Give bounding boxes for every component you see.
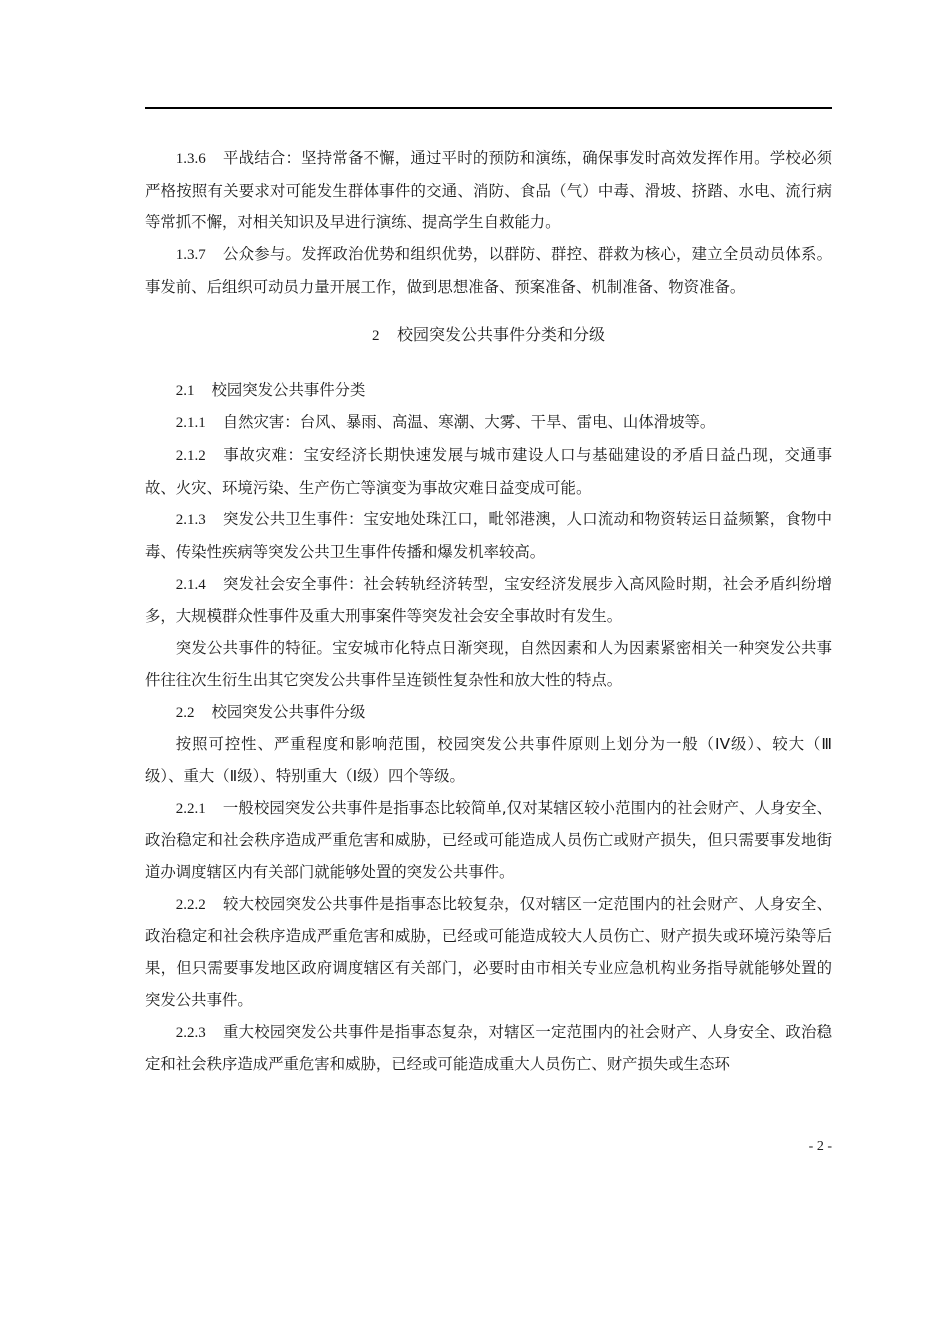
paragraph-text: 较大校园突发公共事件是指事态比较复杂，仅对辖区一定范围内的社会财产、人身安全、政治稳定和社会秩序造成严重危害和威胁，已经或可能造成较大人员伤亡、财产损失或环境污染等后果，但只需要事发地区政府调度辖区有关部门，必要时由市相关专业应急机构业务指导就能够处置的突发公共事件。 [145, 894, 832, 1009]
section-number: 2.1.4 [175, 576, 206, 593]
section-number: 2.1.1 [175, 415, 206, 432]
paragraph-text: 平战结合：坚持常备不懈，通过平时的预防和演练，确保事发时高效发挥作用。学校必须严格按照有关要求对可能发生群体事件的交通、消防、食品（气）中毒、滑坡、挤踏、水电、流行病等常抓不懈，对相关知识及早进行演练、提高学生自救能力。 [145, 149, 832, 232]
paragraph-features [145, 633, 832, 696]
paragraph-text: 一般校园突发公共事件是指事态比较简单,仅对某辖区较小范围内的社会财产、人身安全、政治稳定和社会秩序造成严重危害和威胁，已经或可能造成人员伤亡或财产损失，但只需要事发地街道办调度辖区内有关部门就能够处置的突发公共事件。 [145, 798, 832, 882]
paragraph-text: 突发公共事件的特征。宝安城市化特点日渐突现，自然因素和人为因素紧密相关一种突发公共事件往往次生衍生出其它突发公共事件呈连锁性复杂性和放大性的特点。 [145, 639, 832, 689]
section-number: 2.2.1 [175, 800, 206, 817]
paragraph-2-2 [145, 697, 832, 730]
page-number: - 2 - [808, 1139, 832, 1154]
paragraph-text: 自然灾害：台风、暴雨、高温、寒潮、大雾、干旱、雷电、山体滑坡等。 [222, 413, 716, 432]
section-number: 1.3.7 [175, 247, 206, 264]
section-number: 2.1.3 [175, 512, 206, 529]
document-body [145, 143, 832, 1081]
paragraph-text: 公众参与。发挥政治优势和组织优势，以群防、群控、群救为核心，建立全员动员体系。事发前、后组织可动员力量开展工作，做到思想准备、预案准备、机制准备、物资准备。 [145, 245, 832, 296]
paragraph-text: 按照可控性、严重程度和影响范围，校园突发公共事件原则上划分为一般（IV级）、较大（Ⅲ级）、重大（Ⅱ级）、特别重大（Ⅰ级）四个等级。 [145, 735, 832, 785]
section-number: 2.1 [175, 382, 195, 399]
paragraph-text: 事故灾难：宝安经济长期快速发展与城市建设人口与基础建设的矛盾日益凸现，交通事故、火灾、环境污染、生产伤亡等演变为事故灾难日益变成可能。 [145, 445, 832, 497]
section-number: 2.2 [175, 704, 195, 721]
section-number: 2.2.2 [175, 896, 206, 913]
paragraph-2-1-4 [145, 569, 832, 633]
section-number: 1.3.6 [175, 151, 206, 167]
heading-text: 校园突发公共事件分类和分级 [397, 324, 606, 344]
section-number: 2 [371, 327, 380, 344]
paragraph-1-3-6 [145, 143, 832, 239]
paragraph-text: 校园突发公共事件分类 [211, 380, 366, 399]
section-number: 2.2.3 [175, 1024, 206, 1041]
paragraph-2-1-2 [145, 440, 832, 504]
paragraph-2-1 [145, 375, 832, 408]
paragraph-text: 突发社会安全事件：社会转轨经济转型，宝安经济发展步入高风险时期，社会矛盾纠纷增多，大规模群众性事件及重大刑事案件等突发社会安全事故时有发生。 [145, 574, 832, 626]
section-heading [145, 319, 832, 352]
paragraph-2-2-1 [145, 793, 832, 889]
paragraph-2-1-3 [145, 504, 832, 568]
section-number: 2.1.2 [175, 447, 206, 464]
paragraph-2-1-1 [145, 407, 832, 440]
paragraph-text: 重大校园突发公共事件是指事态复杂，对辖区一定范围内的社会财产、人身安全、政治稳定和社会秩序造成严重危害和威胁，已经或可能造成重大人员伤亡、财产损失或生态环 [145, 1022, 832, 1074]
paragraph-text: 突发公共卫生事件：宝安地处珠江口，毗邻港澳，人口流动和物资转运日益频繁，食物中毒、传染性疾病等突发公共卫生事件传播和爆发机率较高。 [145, 510, 832, 562]
header-rule [145, 107, 832, 109]
paragraph-1-3-7 [145, 239, 832, 303]
paragraph-grading [145, 729, 832, 792]
paragraph-2-2-3 [145, 1017, 832, 1081]
paragraph-text: 校园突发公共事件分级 [211, 702, 366, 721]
paragraph-2-2-2 [145, 889, 832, 1017]
